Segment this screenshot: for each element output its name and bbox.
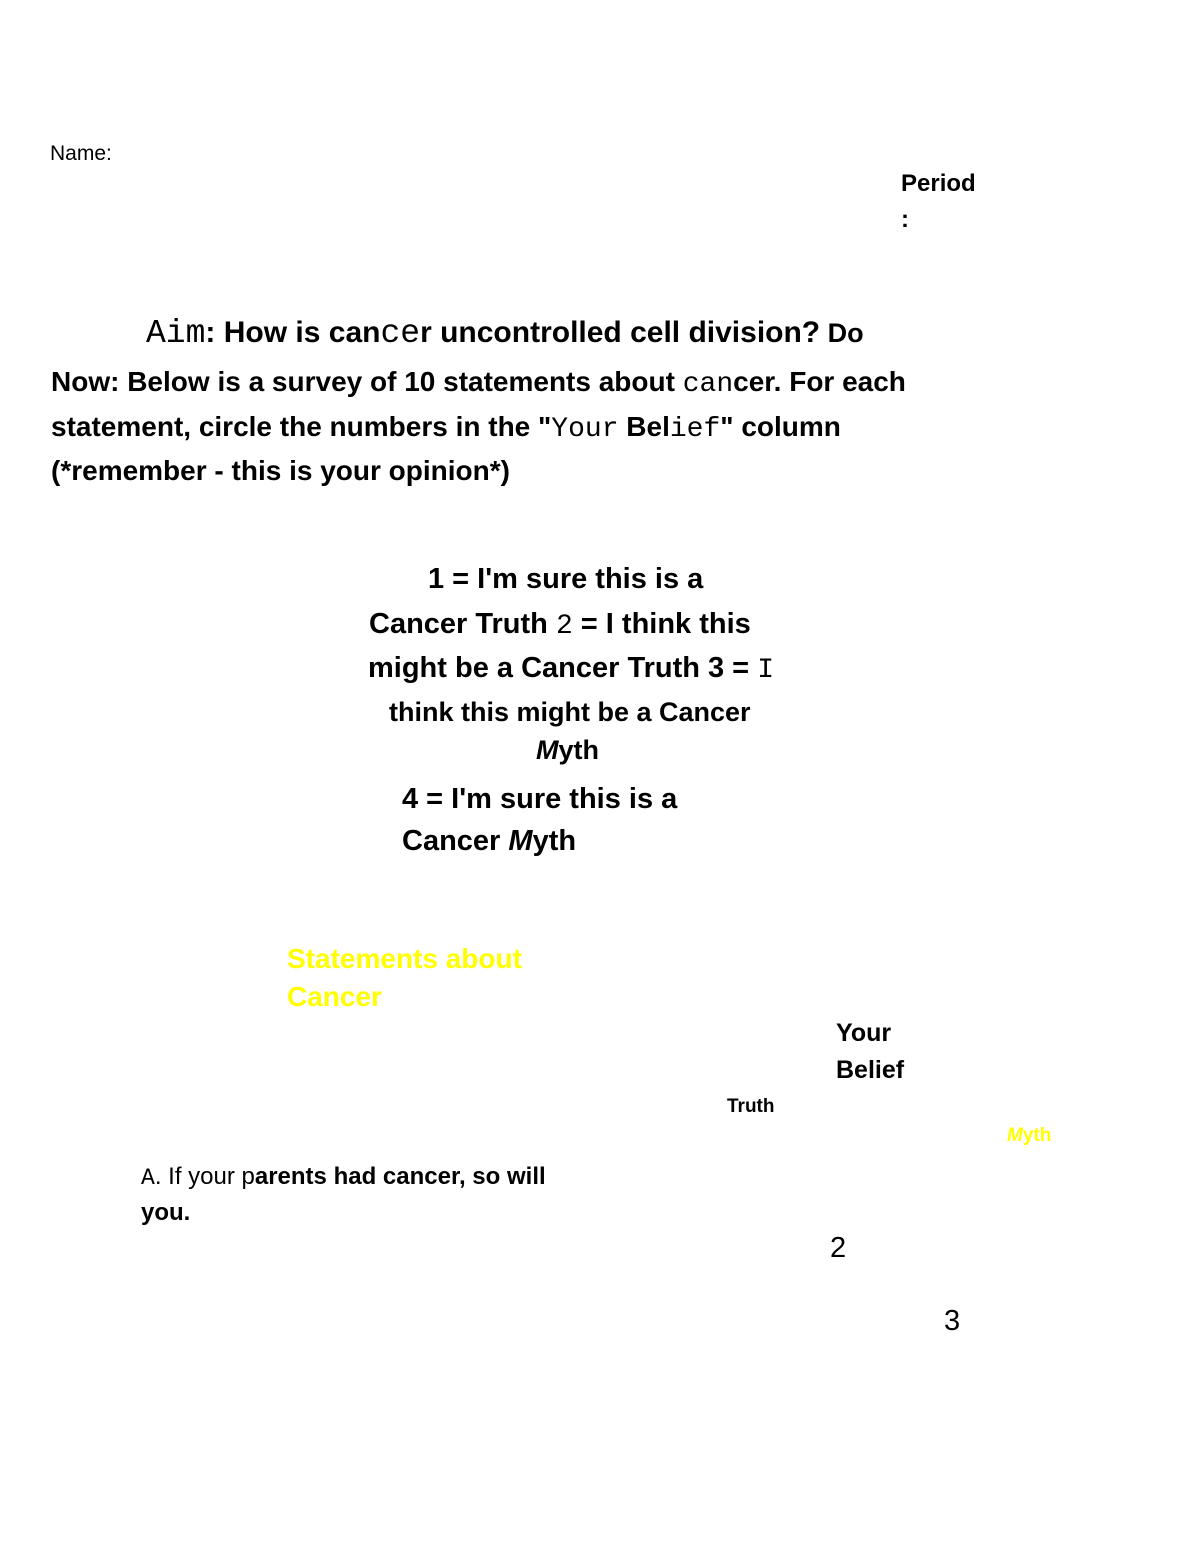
statement-a-line-2: you. xyxy=(141,1199,191,1226)
aim-line-1 xyxy=(146,315,864,352)
scale-5-rest: yth xyxy=(558,735,599,765)
scale-line-6: 4 = I'm sure this is a xyxy=(402,783,678,815)
scale-2a: Cancer Truth xyxy=(369,608,556,640)
rating-2[interactable]: 2 xyxy=(830,1232,847,1264)
instructions-line-3 xyxy=(51,411,841,445)
scale-3a: might be a Cancer Truth 3 = xyxy=(368,652,758,684)
scale-line-4: think this might be a Cancer xyxy=(389,697,751,727)
statement-a xyxy=(141,1163,546,1191)
your-belief-heading: Your xyxy=(836,1019,892,1047)
aim-word: Aim xyxy=(146,315,206,352)
do-word: Do xyxy=(820,318,864,348)
myth-m: M xyxy=(1007,1125,1023,1146)
truth-label: Truth xyxy=(727,1096,775,1117)
name-label: Name: xyxy=(50,142,112,165)
scale-2-num: 2 xyxy=(555,611,573,642)
instr-2a: Now: Below is a survey of 10 statements about xyxy=(51,366,683,397)
aim-text-1: : How is can xyxy=(205,316,381,349)
instr-3a: statement, circle the numbers in the " xyxy=(51,411,552,442)
instructions-line-4: (*remember - this is your opinion*) xyxy=(51,455,510,486)
scale-7a: Cancer xyxy=(402,825,509,857)
scale-line-5 xyxy=(536,735,599,766)
scale-7-rest: yth xyxy=(532,825,577,857)
instr-3-bel: Bel xyxy=(618,411,670,442)
statement-a-text-1: . If your p xyxy=(154,1163,255,1190)
scale-line-1: 1 = I'm sure this is a xyxy=(428,563,704,595)
statements-heading: Statements about xyxy=(287,943,522,974)
scale-7-m: M xyxy=(508,825,533,857)
scale-line-2 xyxy=(369,608,751,642)
statement-a-text-2: arents had cancer, so will xyxy=(254,1163,546,1190)
scale-line-7 xyxy=(402,825,576,858)
scale-3-i: I xyxy=(757,655,774,686)
period-colon: : xyxy=(901,206,909,233)
rating-3[interactable]: 3 xyxy=(944,1305,961,1337)
scale-2b: = I think this xyxy=(572,608,751,640)
instructions-line-2 xyxy=(51,366,906,400)
aim-text-ce: ce xyxy=(380,315,421,352)
scale-5-m: M xyxy=(536,735,559,765)
statements-heading-line-2: Cancer xyxy=(287,981,382,1012)
statement-a-letter: A xyxy=(141,1165,155,1191)
instr-3-ief: ief xyxy=(669,414,721,445)
your-belief-heading-line-2: Belief xyxy=(836,1056,905,1084)
period-label: Period xyxy=(901,170,976,197)
scale-line-3 xyxy=(368,652,774,686)
instr-2-can: can xyxy=(682,369,734,400)
myth-label xyxy=(1007,1125,1051,1147)
instr-2b: cer. For each xyxy=(733,366,906,397)
myth-rest: yth xyxy=(1022,1125,1052,1146)
instr-3-your: Your xyxy=(551,414,619,445)
instr-3b: " column xyxy=(720,411,841,442)
aim-text-2: r uncontrolled cell division? xyxy=(420,316,821,349)
